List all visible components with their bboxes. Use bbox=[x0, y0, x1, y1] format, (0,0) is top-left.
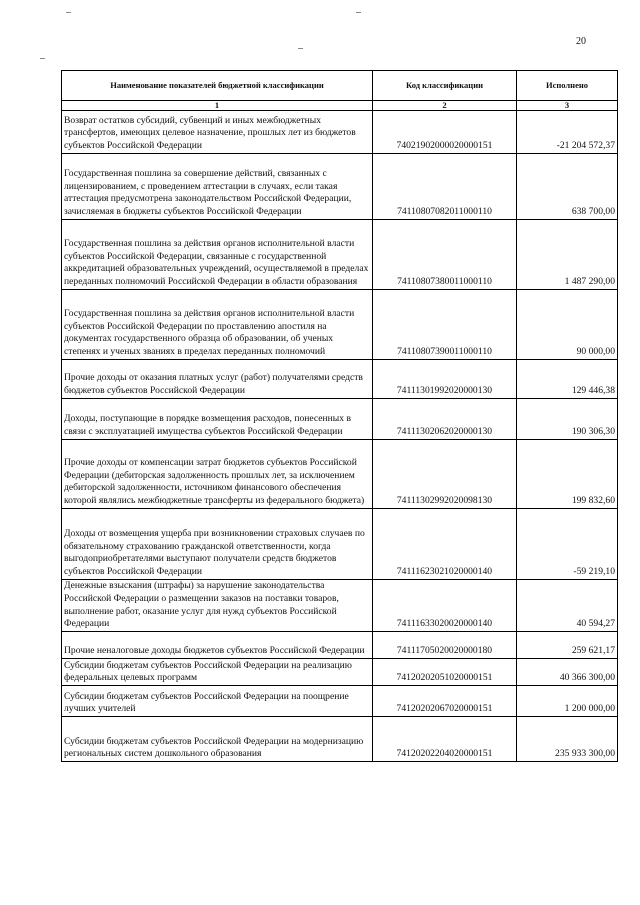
row-name: Доходы от возмещения ущерба при возникновении страховых случаев по обязательному страхованию гражданской ответственности, когда выгодоприобретателями выступают получатели средств бюджетов субъектов Российской Федерации bbox=[62, 509, 373, 580]
row-code: 74110807380011000110 bbox=[373, 220, 517, 290]
row-name: Субсидии бюджетам субъектов Российской Федерации на модернизацию региональных систем дошкольного образования bbox=[62, 717, 373, 762]
row-value: 1 487 290,00 bbox=[517, 220, 618, 290]
table-row bbox=[62, 440, 618, 509]
row-name: Прочие доходы от компенсации затрат бюджетов субъектов Российской Федерации (дебиторская задолженность прошлых лет, за исключением дебиторской задолженности, источником финансового обеспечения которой являлись межбюджетные трансферты из федерального бюджета) bbox=[62, 440, 373, 509]
table-row bbox=[62, 580, 618, 632]
row-value: 90 000,00 bbox=[517, 290, 618, 360]
row-code: 74120202067020000151 bbox=[373, 686, 517, 717]
row-value: -21 204 572,37 bbox=[517, 111, 618, 154]
row-code: 74110807390011000110 bbox=[373, 290, 517, 360]
row-code: 74111302992020098130 bbox=[373, 440, 517, 509]
row-value: 259 621,17 bbox=[517, 632, 618, 659]
table-row bbox=[62, 360, 618, 399]
row-value: 638 700,00 bbox=[517, 154, 618, 220]
table-row bbox=[62, 632, 618, 659]
table-row bbox=[62, 220, 618, 290]
row-code: 74111302062020000130 bbox=[373, 399, 517, 440]
column-number: 1 bbox=[62, 101, 373, 111]
row-value: -59 219,10 bbox=[517, 509, 618, 580]
row-name: Государственная пошлина за действия органов исполнительной власти субъектов Российской Федерации, связанные с государственной аккредитацией образовательных учреждений, осуществляемой в пределах переданных полномочий Российской Федерации в области образования bbox=[62, 220, 373, 290]
table-row bbox=[62, 717, 618, 762]
table-row bbox=[62, 290, 618, 360]
row-code: 74021902000020000151 bbox=[373, 111, 517, 154]
table-row bbox=[62, 659, 618, 686]
row-code: 74111705020020000180 bbox=[373, 632, 517, 659]
row-name: Государственная пошлина за совершение действий, связанных с лицензированием, с проведением аттестации в случаях, если такая аттестация предусмотрена законодательством Российской Федерации, зачисляемая в бюджеты субъектов Российской Федерации bbox=[62, 154, 373, 220]
row-value: 1 200 000,00 bbox=[517, 686, 618, 717]
header-row bbox=[62, 71, 618, 101]
row-name: Прочие доходы от оказания платных услуг (работ) получателями средств бюджетов субъектов Российской Федерации bbox=[62, 360, 373, 399]
column-header-executed: Исполнено bbox=[517, 71, 618, 101]
row-name: Возврат остатков субсидий, субвенций и иных межбюджетных трансфертов, имеющих целевое назначение, прошлых лет из бюджетов субъектов Российской Федерации bbox=[62, 111, 373, 154]
row-code: 74120202051020000151 bbox=[373, 659, 517, 686]
row-value: 40 594,27 bbox=[517, 580, 618, 632]
row-name: Доходы, поступающие в порядке возмещения расходов, понесенных в связи с эксплуатацией имущества субъектов Российской Федерации bbox=[62, 399, 373, 440]
column-header-code: Код классификации bbox=[373, 71, 517, 101]
row-name: Денежные взыскания (штрафы) за нарушение законодательства Российской Федерации о размещении заказов на поставки товаров, выполнение работ, оказание услуг для нужд субъектов Российской Федерации bbox=[62, 580, 373, 632]
column-number: 3 bbox=[517, 101, 618, 111]
table-row bbox=[62, 111, 618, 154]
row-value: 190 306,30 bbox=[517, 399, 618, 440]
page-number: 20 bbox=[576, 36, 586, 47]
row-value: 40 366 300,00 bbox=[517, 659, 618, 686]
scan-speck bbox=[40, 58, 45, 59]
budget-table bbox=[61, 70, 618, 762]
row-name: Субсидии бюджетам субъектов Российской Федерации на поощрение лучших учителей bbox=[62, 686, 373, 717]
table-row bbox=[62, 686, 618, 717]
scan-speck bbox=[66, 12, 71, 13]
row-code: 74111301992020000130 bbox=[373, 360, 517, 399]
table-row bbox=[62, 399, 618, 440]
table-row bbox=[62, 154, 618, 220]
row-value: 129 446,38 bbox=[517, 360, 618, 399]
row-code: 74120202204020000151 bbox=[373, 717, 517, 762]
row-name: Субсидии бюджетам субъектов Российской Федерации на реализацию федеральных целевых программ bbox=[62, 659, 373, 686]
column-number: 2 bbox=[373, 101, 517, 111]
row-name: Государственная пошлина за действия органов исполнительной власти субъектов Российской Федерации по проставлению апостиля на документах государственного образца об образовании, об ученых степенях и ученых званиях в пределах переданных полномочий bbox=[62, 290, 373, 360]
scan-speck bbox=[298, 48, 303, 49]
column-header-name: Наименование показателей бюджетной классификации bbox=[62, 71, 373, 101]
scan-speck bbox=[356, 12, 361, 13]
row-name: Прочие неналоговые доходы бюджетов субъектов Российской Федерации bbox=[62, 632, 373, 659]
row-code: 74111633020020000140 bbox=[373, 580, 517, 632]
column-number-row bbox=[62, 101, 618, 111]
row-code: 74111623021020000140 bbox=[373, 509, 517, 580]
table-row bbox=[62, 509, 618, 580]
row-value: 235 933 300,00 bbox=[517, 717, 618, 762]
row-value: 199 832,60 bbox=[517, 440, 618, 509]
row-code: 74110807082011000110 bbox=[373, 154, 517, 220]
